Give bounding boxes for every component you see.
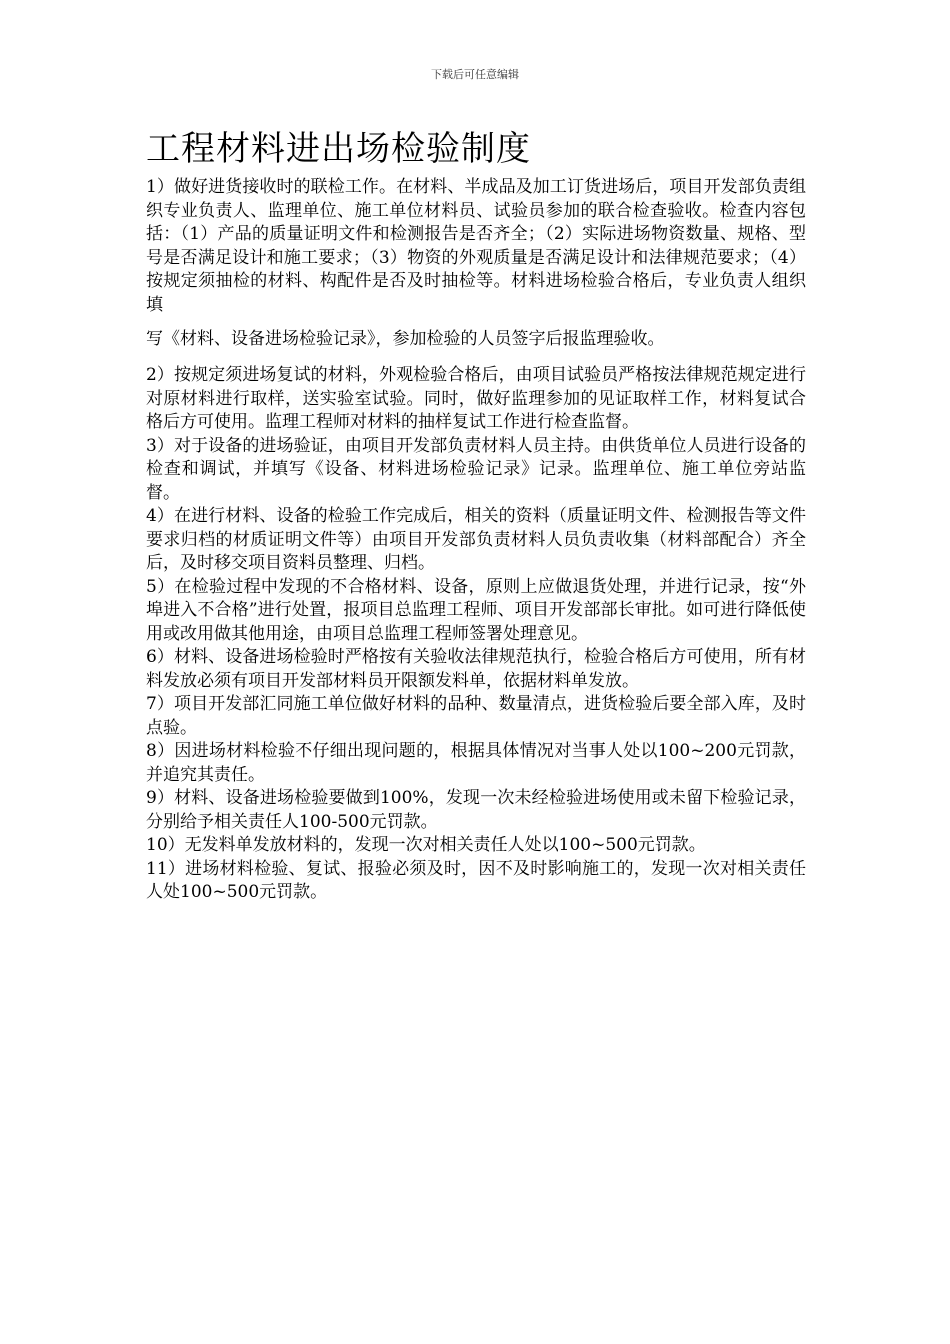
paragraph-9: 9）材料、设备进场检验要做到100%，发现一次未经检验进场使用或未留下检验记录，分别给予相关责任人100-500元罚款。 [146,788,806,832]
paragraph-8: 8）因进场材料检验不仔细出现问题的，根据具体情况对当事人处以100~200元罚款，并追究其责任。 [146,741,806,785]
paragraph-1-continued: 写《材料、设备进场检验记录》，参加检验的人员签字后报监理验收。 [146,329,665,349]
paragraph-5: 5）在检验过程中发现的不合格材料、设备，原则上应做退货处理，并进行记录，按“外埠进入不合格”进行处置，报项目总监理工程师、项目开发部部长审批。如可进行降低使用或改用做其他用途，由项目总监理工程师签署处理意见。 [146,576,806,644]
paragraph-10: 10）无发料单发放材料的，发现一次对相关责任人处以100~500元罚款。 [146,835,706,855]
paragraph-1: 1）做好进货接收时的联检工作。在材料、半成品及加工订货进场后，项目开发部负责组织专业负责人、监理单位、施工单位材料员、试验员参加的联合检查验收。检查内容包括：（1）产品的质量证明文件和检测报告是否齐全；（2）实际进场物资数量、规格、型号是否满足设计和施工要求；（3）物资的外观质量是否满足设计和法律规范要求；（4）按规定须抽检的材料、构配件是否及时抽检等。材料进场检验合格后，专业负责人组织填 [146,177,806,315]
paragraph-7: 7）项目开发部汇同施工单位做好材料的品种、数量清点，进货检验后要全部入库，及时点验。 [146,694,806,738]
page-header: 下载后可任意编辑 [431,68,519,81]
paragraph-4: 4）在进行材料、设备的检验工作完成后，相关的资料（质量证明文件、检测报告等文件要求归档的材质证明文件等）由项目开发部负责材料人员负责收集（材料部配合）齐全后，及时移交项目资料员整理、归档。 [146,506,806,573]
paragraph-6: 6）材料、设备进场检验时严格按有关验收法律规范执行，检验合格后方可使用，所有材料发放必须有项目开发部材料员开限额发料单，依据材料单发放。 [146,647,806,691]
paragraph-11: 11）进场材料检验、复试、报验必须及时，因不及时影响施工的，发现一次对相关责任人处100~500元罚款。 [146,858,806,902]
document-title: 工程材料进出场检验制度 [146,129,531,169]
document-body [146,176,806,905]
paragraph-3: 3）对于设备的进场验证，由项目开发部负责材料人员主持。由供货单位人员进行设备的检查和调试，并填写《设备、材料进场检验记录》记录。监理单位、施工单位旁站监督。 [146,435,806,503]
paragraph-2: 2）按规定须进场复试的材料，外观检验合格后，由项目试验员严格按法律规范规定进行对原材料进行取样，送实验室试验。同时，做好监理参加的见证取样工作，材料复试合格后方可使用。监理工程师对材料的抽样复试工作进行检查监督。 [146,365,806,432]
